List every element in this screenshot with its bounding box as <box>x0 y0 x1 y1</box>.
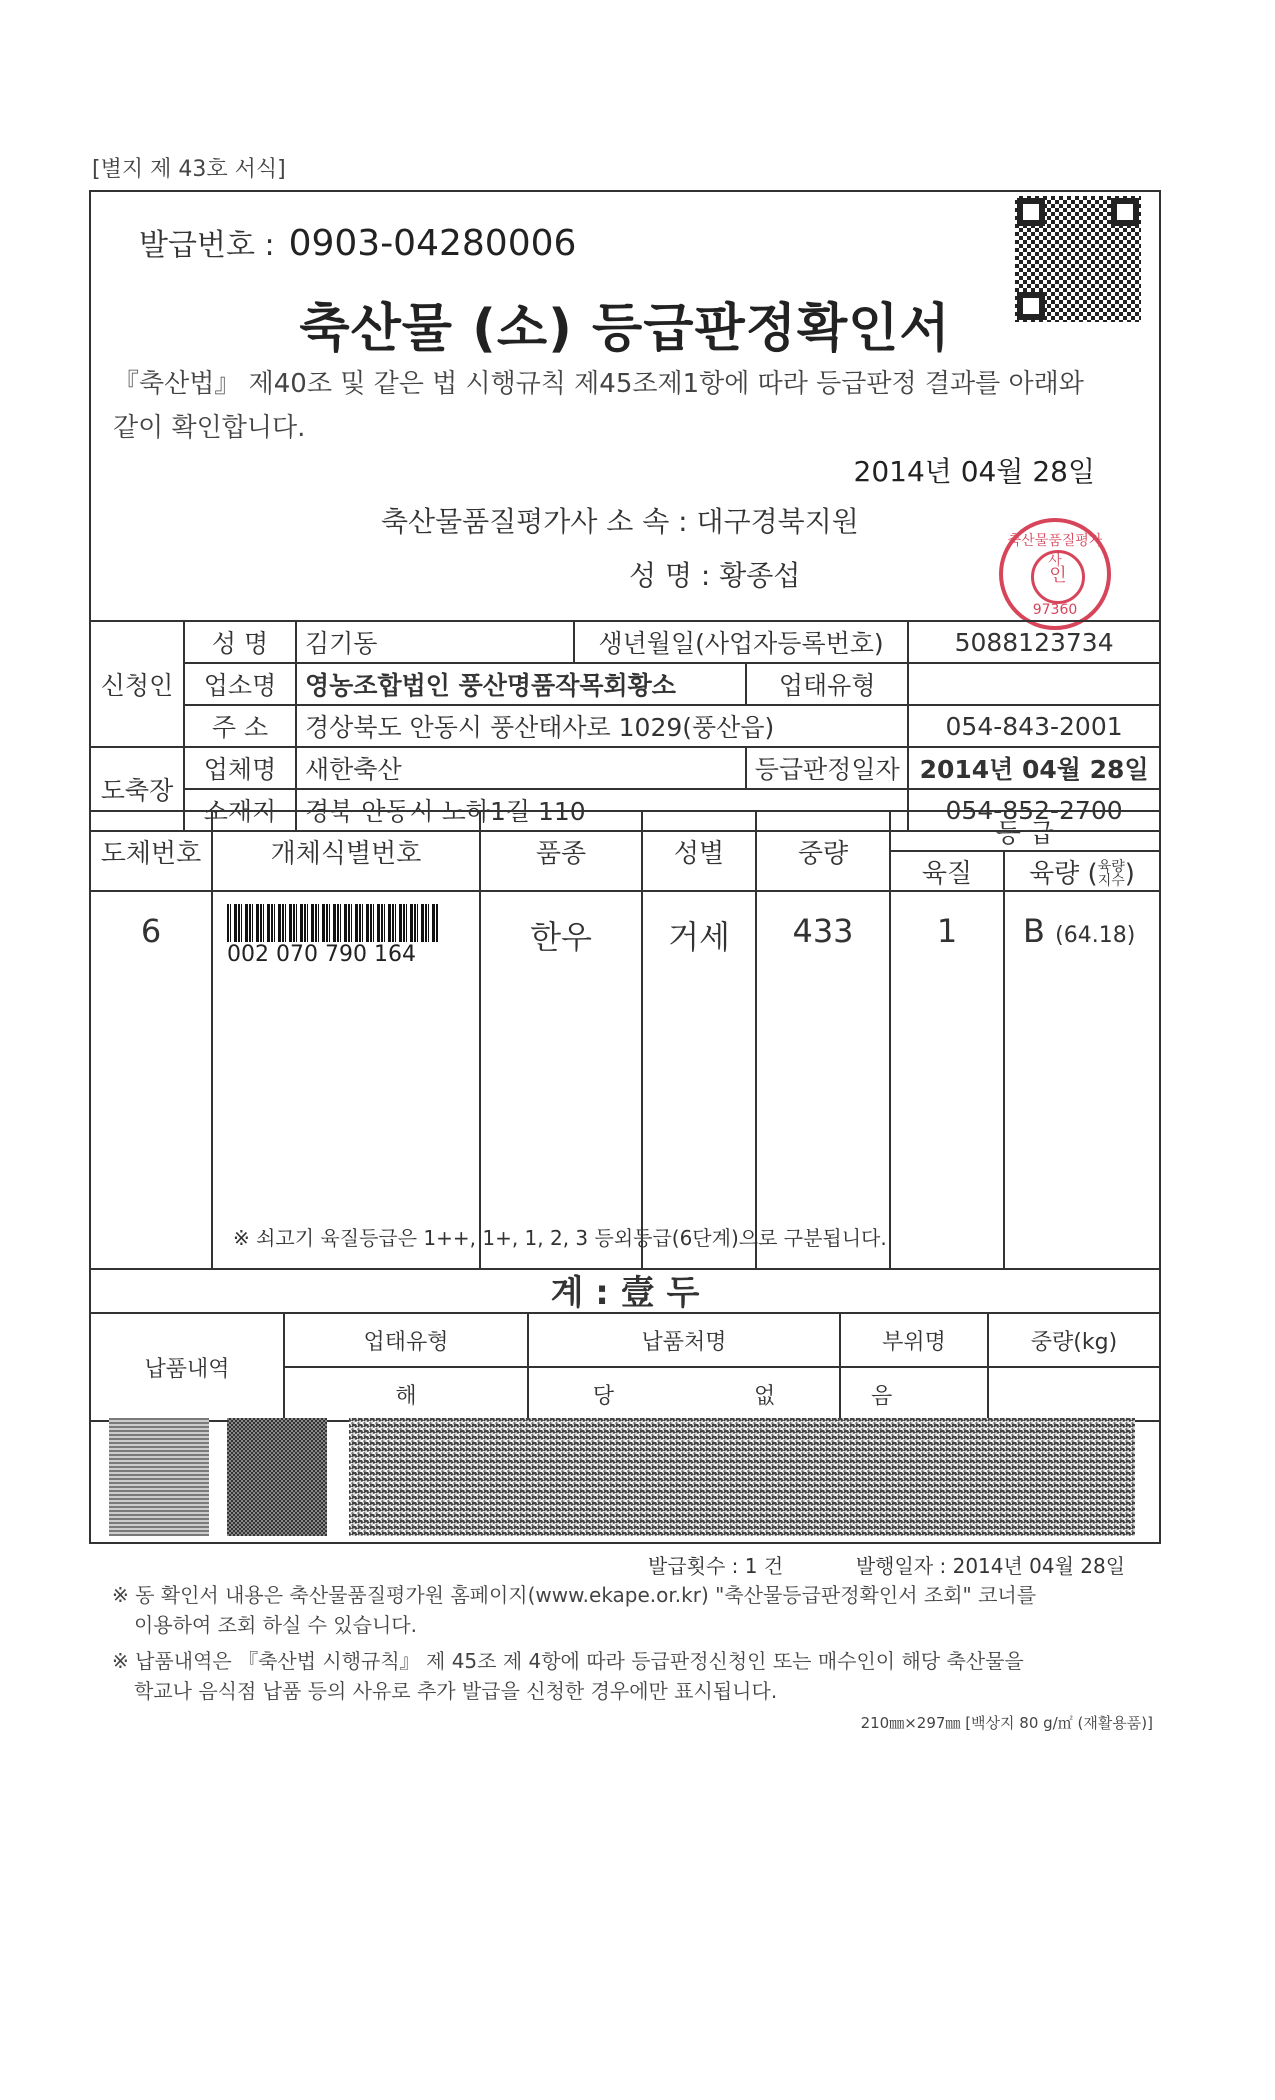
delivery-value-3: 없 <box>754 1383 776 1409</box>
applicant-name: 김기동 <box>296 621 574 663</box>
animal-id-cell <box>212 891 480 1269</box>
official-seal <box>999 518 1111 630</box>
weight: 433 <box>756 891 890 1269</box>
slaughter-phone: 054-852-2700 <box>908 789 1160 831</box>
applicant-table <box>89 620 1161 832</box>
col-yield <box>1004 851 1160 891</box>
address: 경상북도 안동시 풍산태사로 1029(풍산읍) <box>296 705 908 747</box>
table-row <box>90 891 1160 1269</box>
col-animal-id: 개체식별번호 <box>212 811 480 891</box>
seal-inner-text: 인 <box>1031 550 1085 604</box>
breed: 한우 <box>480 891 642 1269</box>
applicant-name-label: 성 명 <box>184 621 296 663</box>
slaughter-loc-label: 소재지 <box>184 789 296 831</box>
col-carcass-no: 도체번호 <box>90 811 212 891</box>
biz-name-label: 업소명 <box>184 663 296 705</box>
slaughter-location: 경북 안동시 노하1길 110 <box>296 789 908 831</box>
biz-name: 영농조합법인 풍산명품작목회황소 <box>296 663 746 705</box>
issue-info <box>648 1550 1125 1579</box>
yield-grade: B <box>1023 912 1045 950</box>
biz-type-label: 업태유형 <box>746 663 908 705</box>
address-label: 주 소 <box>184 705 296 747</box>
footnote-1b: 이용하여 조회 하실 수 있습니다. <box>134 1613 417 1637</box>
applicant-phone: 054-843-2001 <box>908 705 1160 747</box>
law-text: 『축산법』 제40조 및 같은 법 시행규칙 제45조제1항에 따라 등급판정 결과를 아래와 같이 확인합니다. <box>113 369 1084 443</box>
delivery-col-weight: 중량(kg) <box>988 1313 1160 1367</box>
issue-count: 발급횟수 : 1 건 <box>648 1554 784 1578</box>
paper-spec: 210㎜×297㎜ [백상지 80 g/㎡ (재활용품)] <box>860 1714 1153 1732</box>
inspector-name: 성 명 : 황종섭 <box>629 559 801 592</box>
qr-finder-top-right <box>1111 198 1139 226</box>
issue-date: 2014년 04월 28일 <box>853 455 1095 488</box>
yield-index: (64.18) <box>1055 923 1136 948</box>
yield-index-label <box>1098 860 1125 888</box>
applicant-group-label: 신청인 <box>90 621 184 747</box>
birth-label: 생년월일(사업자등록번호) <box>574 621 908 663</box>
seal-outer-text: 축산물품질평가사 <box>1007 533 1103 569</box>
col-breed: 품종 <box>480 811 642 891</box>
delivery-col-dest: 납품처명 <box>528 1313 840 1367</box>
certificate-header <box>91 192 1159 620</box>
yield-label: 육량 ( <box>1029 858 1098 889</box>
delivery-value-2-3 <box>528 1367 840 1421</box>
footnote-2b: 학교나 음식점 납품 등의 사유로 추가 발급을 신청한 경우에만 표시됩니다. <box>134 1679 778 1703</box>
grading-date: 2014년 04월 28일 <box>908 747 1160 789</box>
grade-note: ※ 쇠고기 육질등급은 1++, 1+, 1, 2, 3 등외등급(6단계)으로 구분됩니다. <box>233 1226 887 1250</box>
issue-number: 0903-04280006 <box>288 223 577 264</box>
inspector-affiliation: 축산물품질평가사 소 속 : 대구경북지원 <box>381 505 859 538</box>
security-pattern-2 <box>227 1418 327 1536</box>
security-pattern-3 <box>349 1418 1135 1536</box>
delivery-label: 납품내역 <box>90 1313 284 1421</box>
grade-table <box>89 810 1161 1270</box>
delivery-value-4: 음 <box>840 1367 988 1421</box>
delivery-col-type: 업태유형 <box>284 1313 528 1367</box>
delivery-table <box>89 1312 1161 1422</box>
delivery-col-part: 부위명 <box>840 1313 988 1367</box>
slaughter-group-label: 도축장 <box>90 747 184 831</box>
total-count: 계 : 壹 두 <box>89 1268 1161 1314</box>
grading-date-label: 등급판정일자 <box>746 747 908 789</box>
sex: 거세 <box>642 891 756 1269</box>
col-weight: 중량 <box>756 811 890 891</box>
meat-quality-grade: 1 <box>890 891 1004 1269</box>
col-grade: 등 급 <box>890 811 1160 851</box>
issue-number-label: 발급번호 : <box>139 228 275 263</box>
security-pattern-1 <box>109 1418 209 1536</box>
yield-grade-cell <box>1004 891 1160 1269</box>
issue-info-date: 발행일자 : 2014년 04월 28일 <box>855 1554 1126 1578</box>
birth-value: 5088123734 <box>908 621 1160 663</box>
col-meat-quality: 육질 <box>890 851 1004 891</box>
seal-number: 97360 <box>1032 602 1078 618</box>
col-sex: 성별 <box>642 811 756 891</box>
yield-sub2: 지수 <box>1097 873 1125 889</box>
yield-sub1: 육량 <box>1097 859 1125 875</box>
carcass-no: 6 <box>90 891 212 1269</box>
footnote-1: ※ 동 확인서 내용은 축산물품질평가원 홈페이지(www.ekape.or.kr) "축산물등급판정확인서 조회" 코너를 <box>112 1583 1037 1607</box>
qr-finder-top-left <box>1017 198 1045 226</box>
animal-id: 002 070 790 164 <box>227 942 416 967</box>
delivery-value-2: 당 <box>592 1383 614 1409</box>
delivery-weight-value <box>988 1367 1160 1421</box>
certificate-frame <box>89 190 1161 1544</box>
delivery-value-1: 해 <box>284 1367 528 1421</box>
document-title: 축산물 (소) 등급판정확인서 <box>299 299 951 359</box>
form-code: [별지 제 43호 서식] <box>92 157 286 182</box>
slaughter-name: 새한축산 <box>296 747 746 789</box>
footnote-2: ※ 납품내역은 『축산법 시행규칙』 제 45조 제 4항에 따라 등급판정신청인 또는 매수인이 해당 축산물을 <box>112 1649 1024 1673</box>
yield-close: ) <box>1124 858 1135 889</box>
barcode <box>227 904 439 942</box>
biz-type <box>908 663 1160 705</box>
slaughter-name-label: 업체명 <box>184 747 296 789</box>
issue-number-line <box>139 220 576 264</box>
